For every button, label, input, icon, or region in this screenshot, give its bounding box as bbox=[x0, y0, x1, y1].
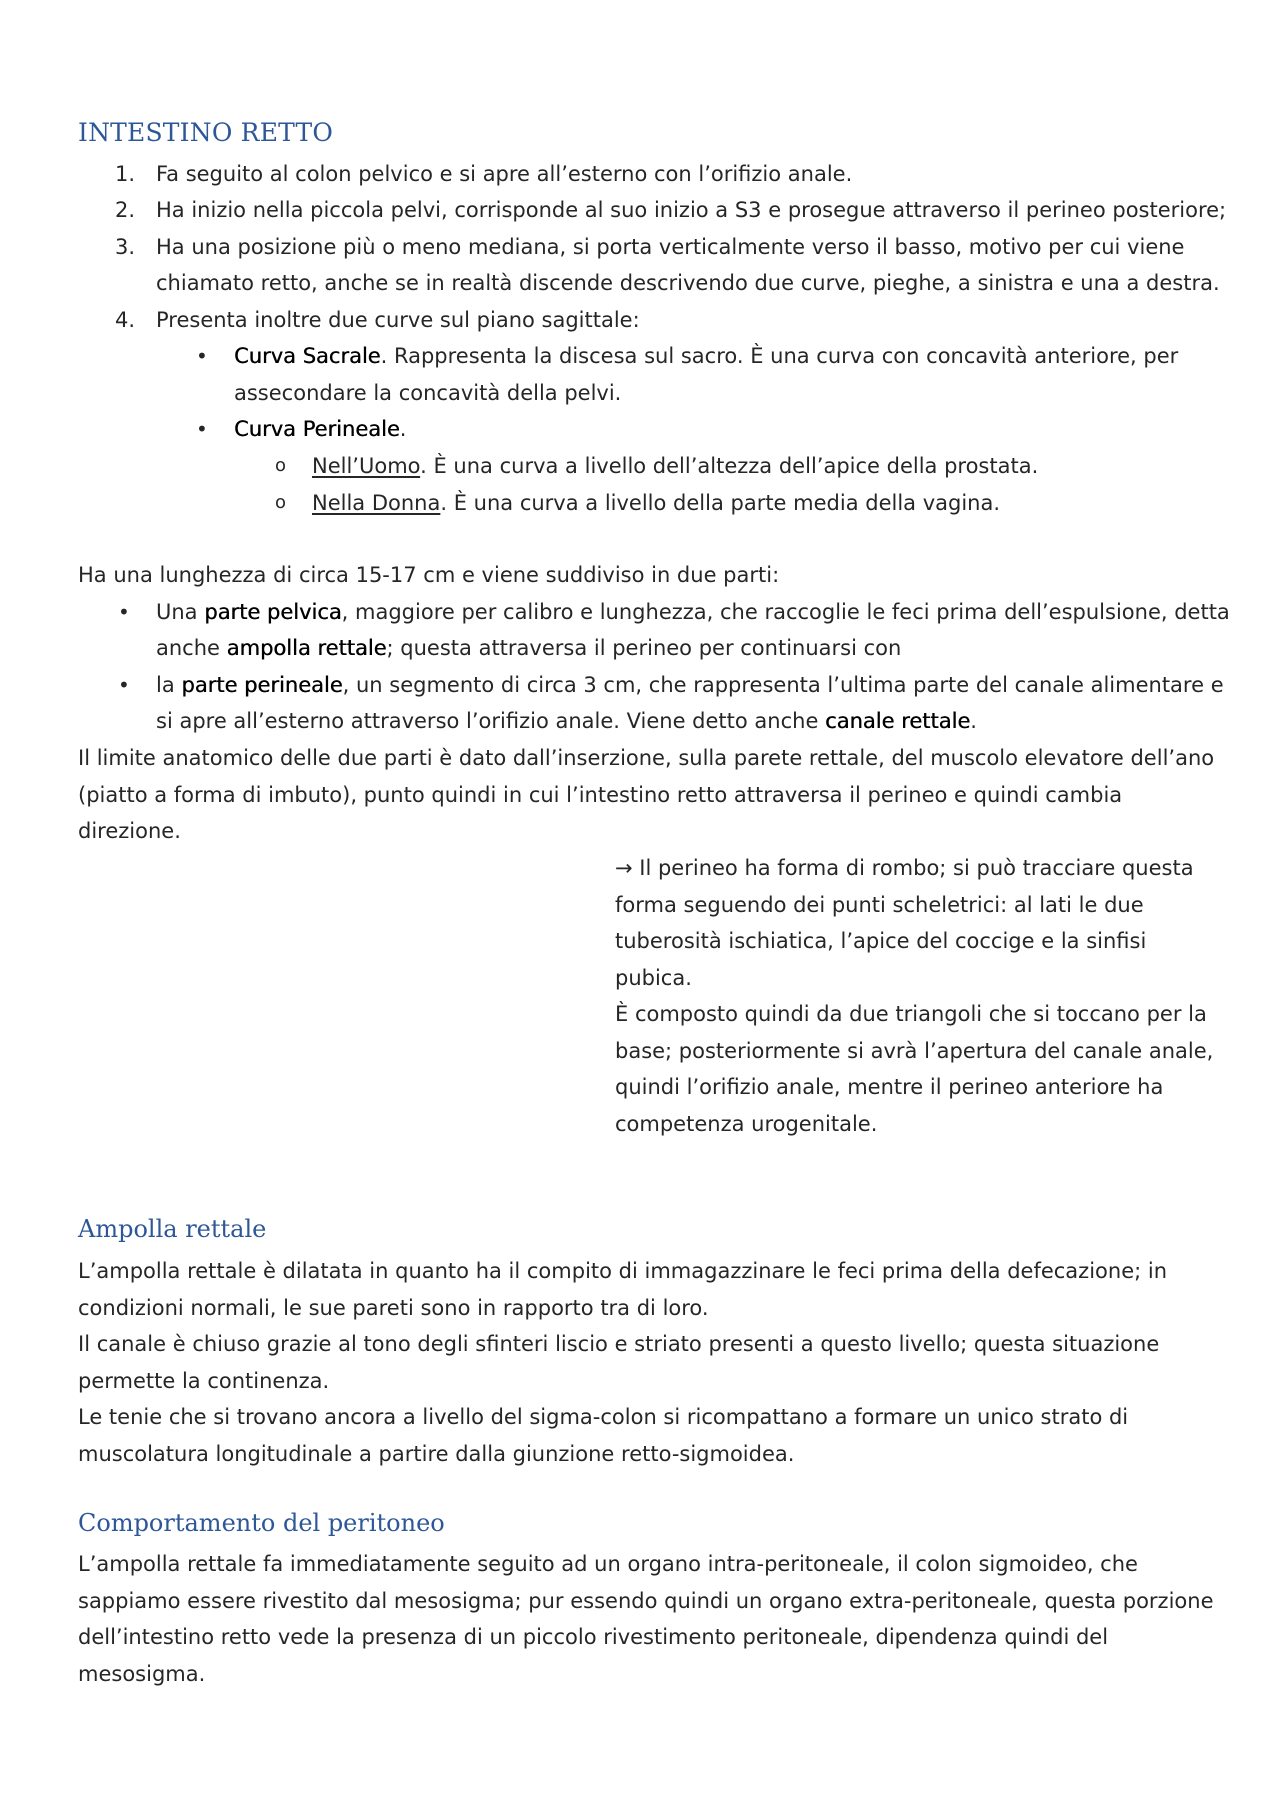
text-span: la bbox=[156, 673, 182, 697]
list-number-3: 3. bbox=[114, 235, 135, 259]
parte-pelvica-term: parte pelvica bbox=[204, 600, 342, 624]
bullet-icon: • bbox=[118, 673, 130, 697]
parte-perineale-continued bbox=[156, 703, 977, 739]
text-span: ; questa attraversa il perineo per continuarsi con bbox=[386, 636, 902, 660]
text-span: , un segmento di circa 3 cm, che rappresenta l’ultima parte del canale alimentare e bbox=[342, 673, 1224, 697]
sub-bullet-icon: o bbox=[275, 492, 287, 513]
curva-perineale-dot: . bbox=[399, 417, 407, 441]
list-item-3-continued: chiamato retto, anche se in realtà discende descrivendo due curve, pieghe, a sinistra e una a destra. bbox=[156, 271, 1220, 295]
list-item-4: Presenta inoltre due curve sul piano sagittale: bbox=[156, 308, 640, 332]
parte-pelvica-line bbox=[156, 594, 1230, 630]
uomo-line bbox=[312, 448, 1038, 484]
text-span: , maggiore per calibro e lunghezza, che raccoglie le feci prima dell’espulsione, detta bbox=[341, 600, 1230, 624]
parte-perineale-line bbox=[156, 667, 1224, 703]
parte-perineale-term: parte perineale bbox=[181, 673, 343, 697]
ampolla-paragraph-3: Le tenie che si trovano ancora a livello del sigma-colon si ricompattano a formare un unico strato di muscolatura longitudinale a partire dalla giunzione retto-sigmoidea. bbox=[78, 1405, 1129, 1466]
uomo-text: . È una curva a livello dell’altezza dell’apice della prostata. bbox=[420, 454, 1039, 478]
curva-perineale-term: Curva Perineale bbox=[234, 417, 400, 441]
bullet-icon: • bbox=[118, 600, 130, 624]
peritoneo-heading: Comportamento del peritoneo bbox=[78, 1509, 445, 1537]
perineo-note-continued: È composto quindi da due triangoli che si toccano per la base; posteriormente si avrà l’apertura del canale anale, quindi l’orifizio anale, mentre il perineo anteriore ha competenza urogenitale. bbox=[615, 1002, 1214, 1136]
parte-pelvica-continued bbox=[156, 630, 901, 666]
peritoneo-paragraph: L’ampolla rettale fa immediatamente seguito ad un organo intra-peritoneale, il colon sigmoideo, che sappiamo essere rivestito dal mesosigma; pur essendo quindi un organo extra-peritoneale, questa porzione dell’intestino retto vede la presenza di un piccolo rivestimento peritoneale, dipendenza quindi del mesosigma. bbox=[78, 1552, 1214, 1686]
canale-rettale-term: canale rettale bbox=[825, 709, 971, 733]
curva-sacrale-term: Curva Sacrale bbox=[234, 344, 381, 368]
ampolla-rettale-term: ampolla rettale bbox=[226, 636, 387, 660]
list-number-4: 4. bbox=[114, 308, 135, 332]
perineo-note: → Il perineo ha forma di rombo; si può tracciare questa forma seguendo dei punti scheletrici: al lati le due tuberosità ischiatica, l’apice del coccige e la sinfisi pubica. bbox=[615, 856, 1194, 990]
sub-bullet-icon: o bbox=[275, 455, 287, 476]
donna-line bbox=[312, 485, 1000, 521]
list-number-2: 2. bbox=[114, 198, 135, 222]
ampolla-paragraph-2: Il canale è chiuso grazie al tono degli sfinteri liscio e striato presenti a questo livello; questa situazione permette la continenza. bbox=[78, 1332, 1160, 1393]
ampolla-paragraph-1: L’ampolla rettale è dilatata in quanto ha il compito di immagazzinare le feci prima della defecazione; in condizioni normali, le sue pareti sono in rapporto tra di loro. bbox=[78, 1259, 1168, 1320]
curva-perineale-line bbox=[234, 411, 406, 447]
uomo-term: Nell’Uomo bbox=[312, 454, 421, 478]
curva-sacrale-text: . Rappresenta la discesa sul sacro. È una curva con concavità anteriore, per bbox=[380, 344, 1179, 368]
limit-paragraph: Il limite anatomico delle due parti è dato dall’inserzione, sulla parete rettale, del muscolo elevatore dell’ano (piatto a forma di imbuto), punto quindi in cui l’intestino retto attraversa il perineo e quindi cambia direzione. bbox=[78, 746, 1215, 843]
bullet-icon: • bbox=[196, 417, 208, 441]
list-number-1: 1. bbox=[114, 162, 135, 186]
ampolla-heading: Ampolla rettale bbox=[78, 1215, 267, 1243]
list-item-1: Fa seguito al colon pelvico e si apre all’esterno con l’orifizio anale. bbox=[156, 162, 853, 186]
text-span: Una bbox=[156, 600, 205, 624]
donna-text: . È una curva a livello della parte media della vagina. bbox=[440, 491, 1001, 515]
text-span: anche bbox=[156, 636, 227, 660]
curva-sacrale-continued: assecondare la concavità della pelvi. bbox=[234, 381, 622, 405]
section-title: INTESTINO RETTO bbox=[78, 118, 334, 147]
bullet-icon: • bbox=[196, 344, 208, 368]
text-span: si apre all’esterno attraverso l’orifizio anale. Viene detto anche bbox=[156, 709, 826, 733]
list-item-2: Ha inizio nella piccola pelvi, corrisponde al suo inizio a S3 e prosegue attraverso il perineo posteriore; bbox=[156, 198, 1227, 222]
donna-term: Nella Donna bbox=[312, 491, 441, 515]
list-item-3: Ha una posizione più o meno mediana, si porta verticalmente verso il basso, motivo per cui viene bbox=[156, 235, 1185, 259]
curva-sacrale-line bbox=[234, 338, 1178, 374]
text-span: . bbox=[970, 709, 977, 733]
length-intro: Ha una lunghezza di circa 15-17 cm e viene suddiviso in due parti: bbox=[78, 563, 780, 587]
